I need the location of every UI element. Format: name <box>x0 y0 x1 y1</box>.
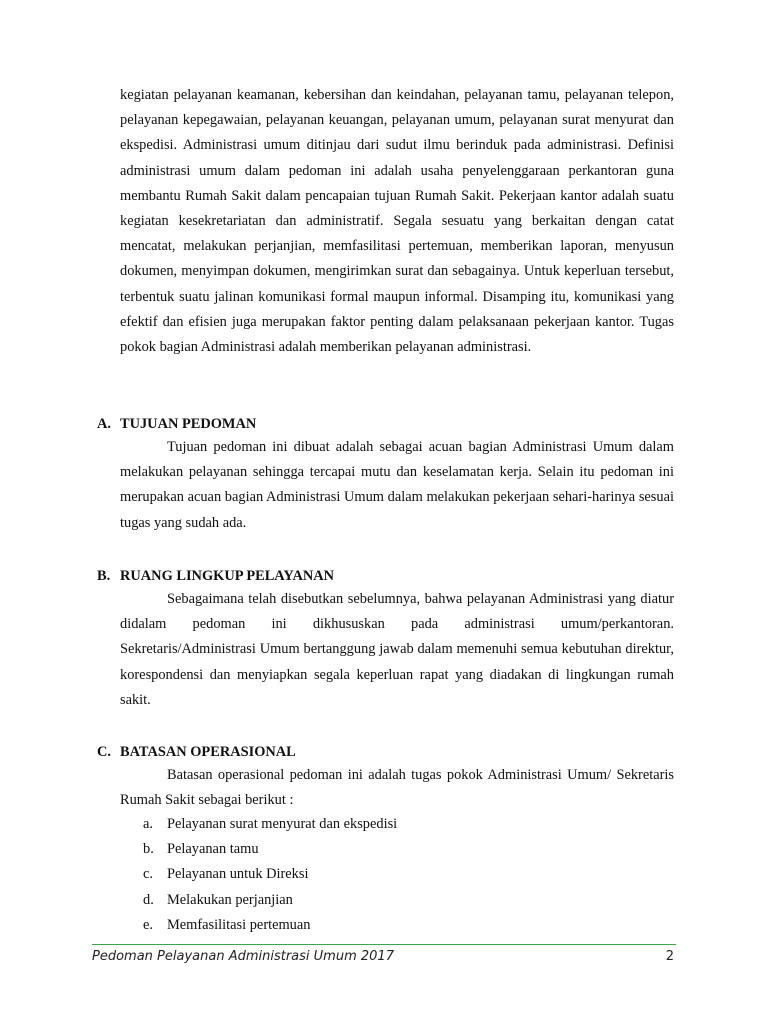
list-item-text: Pelayanan surat menyurat dan ekspedisi <box>167 816 398 832</box>
operational-list <box>143 812 397 938</box>
section-c-body: Batasan operasional pedoman ini adalah tugas pokok Administrasi Umum/ Sekretaris Rumah Sakit sebagai berikut : <box>120 767 674 809</box>
section-c-title: BATASAN OPERASIONAL <box>120 744 296 760</box>
list-marker: a. <box>143 816 153 832</box>
list-item-text: Memfasilitasi pertemuan <box>167 916 311 933</box>
section-a-body: Tujuan pedoman ini dibuat adalah sebagai acuan bagian Administrasi Umum dalam melakukan pelayanan sehingga tercapai mutu dan keselamatan kerja. Selain itu pedoman ini merupakan acuan bagian Administrasi Umum dalam melakukan pekerjaan sehari-harinya sesuai tugas yang sudah ada. <box>120 439 674 531</box>
list-item <box>143 913 397 938</box>
list-marker: c. <box>143 866 153 883</box>
section-b-heading <box>97 566 334 586</box>
footer-title: Pedoman Pelayanan Administrasi Umum 2017 <box>92 949 394 964</box>
list-marker: d. <box>143 891 154 908</box>
footer-divider <box>92 944 676 945</box>
section-b-letter: B. <box>97 568 111 584</box>
list-item-text: Melakukan perjanjian <box>167 891 293 908</box>
section-a-title: TUJUAN PEDOMAN <box>120 416 257 432</box>
list-item <box>143 812 397 837</box>
list-item <box>143 888 397 913</box>
section-a-heading <box>97 414 256 434</box>
section-b-body: Sebagaimana telah disebutkan sebelumnya, bahwa pelayanan Administrasi yang diatur didalam pedoman ini dikhususkan pada administrasi umum/perkantoran. Sekretaris/Administrasi Umum bertanggung jawab dalam memenuhi semua kebutuhan direktur, korespondensi dan menyiapkan segala keperluan rapat yang diadakan di lingkungan rumah sakit. <box>120 591 674 708</box>
section-a-letter: A. <box>97 416 111 432</box>
section-b-title: RUANG LINGKUP PELAYANAN <box>120 568 335 584</box>
page-number: 2 <box>665 949 674 964</box>
list-marker: e. <box>143 916 153 933</box>
section-c-letter: C. <box>97 744 111 760</box>
list-item-text: Pelayanan untuk Direksi <box>167 866 309 883</box>
list-item <box>143 862 397 887</box>
list-item <box>143 837 397 862</box>
list-marker: b. <box>143 841 154 858</box>
intro-paragraph: kegiatan pelayanan keamanan, kebersihan dan keindahan, pelayanan tamu, pelayanan telepon, pelayanan kepegawaian, pelayanan keuangan, pelayanan umum, pelayanan surat menyurat dan ekspedisi. Administrasi umum ditinjau dari sudut ilmu berinduk pada administrasi. Definisi administrasi umum dalam pedoman ini adalah usaha penyelenggaraan perkantoran guna membantu Rumah Sakit dalam pencapaian tujuan Rumah Sakit. Pekerjaan kantor adalah suatu kegiatan kesekretariatan dan administratif. Segala sesuatu yang berkaitan dengan catat mencatat, melakukan perjanjian, memfasilitasi pertemuan, memberikan laporan, menyusun dokumen, menyimpan dokumen, mengirimkan surat dan sebagainya. Untuk keperluan tersebut, terbentuk suatu jalinan komunikasi formal maupun informal. Disamping itu, komunikasi yang efektif dan efisien juga merupakan faktor penting dalam pelaksanaan pekerjaan kantor. Tugas pokok bagian Administrasi adalah memberikan pelayanan administrasi. <box>120 87 674 356</box>
list-item-text: Pelayanan tamu <box>167 841 259 858</box>
section-c-heading <box>97 742 296 762</box>
